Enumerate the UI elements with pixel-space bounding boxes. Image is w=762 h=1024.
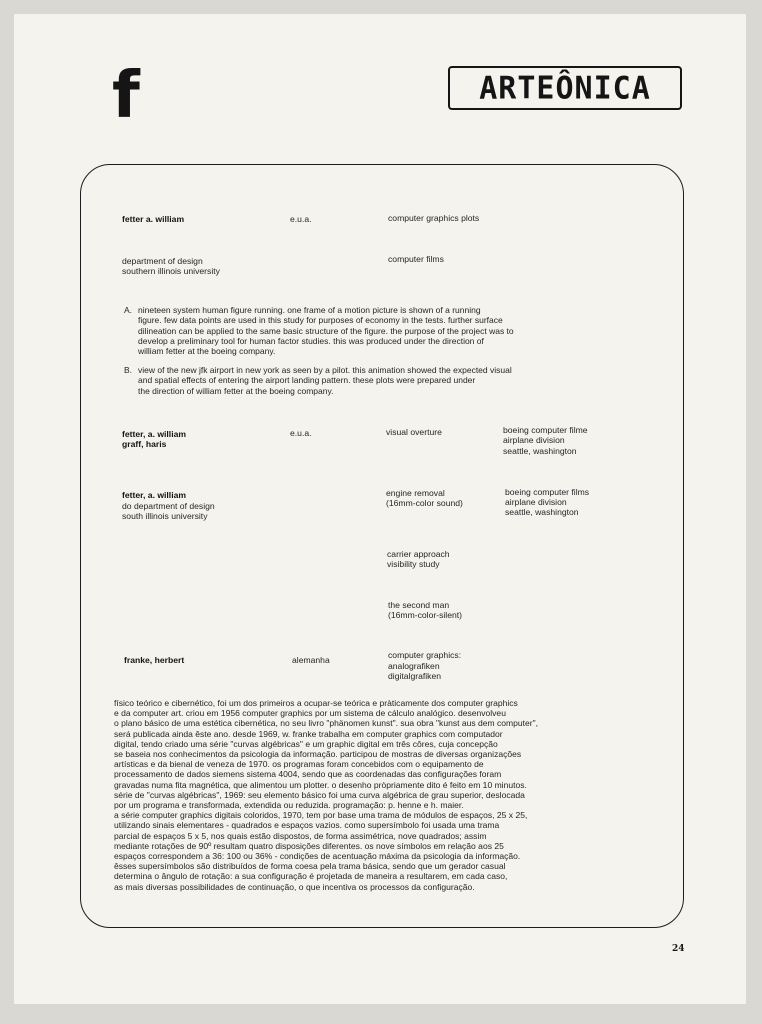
item-text [138,305,514,356]
entry4-work-line1: computer graphics: [388,650,462,660]
logo-text: ARTEÔNICA [479,69,651,107]
entry3-work2-detail: visibility study [387,559,440,569]
entry3-work2-title: carrier approach [387,549,450,559]
bio-line: o plano básico de uma estética cibernética, no seu livro "phänomen kunst". sua obra "kunst aus dem computer", [114,718,539,729]
entry1-affiliation-line1: department of design [122,256,203,266]
entry4-country: alemanha [292,655,330,665]
bio-line: determina o ângulo de rotação: a sua configuração é projetada de maneira a resultarem, em cada caso, [114,871,508,882]
entry3-producer-line3: seattle, washington [505,507,579,517]
text-line: develop a preliminary tool for human factor studies. this was produced under the direction of [138,335,484,346]
text-line: figure. few data points are used in this study for purposes of economy in the tests. further surface [138,315,503,326]
entry4-biography [114,698,538,892]
text-line: view of the new jfk airport in new york as seen by a pilot. this animation showed the expected visual [138,365,512,375]
entry3-affiliation-line2: south illinois university [122,511,208,521]
text-line: william fetter at the boeing company. [138,346,276,357]
bio-line: físico teórico e cibernético, foi um dos primeiros a ocupar-se teórica e pràticamente dos computer graphics [114,698,518,708]
entry3-work1-title: engine removal [386,488,445,498]
entry3-producer-line1: boeing computer films [505,487,590,497]
bio-line: processamento de dados siemens sistema 4004, sendo que as coordenadas das configurações foram [114,769,502,780]
text-line: the direction of william fetter at the boeing company. [138,385,334,396]
entry3-work3-title: the second man [388,600,450,610]
entry3-name: fetter, a. william [122,490,186,500]
item-label: A. [124,305,133,315]
entry4-work-line2: analografiken [388,661,440,671]
entry2-name2: graff, haris [122,439,167,449]
page-number: 24 [672,944,685,954]
entry4-name: franke, herbert [124,655,185,665]
entry4-work-line3: digitalgrafiken [388,671,442,681]
entry3-work1-detail: (16mm-color sound) [386,498,463,508]
bio-line: espaços correspondem a 36: 100 ou 36% - condições de acentuação máxima da psicologia da informação. [114,851,521,862]
bio-line: as mais diversas possibilidades de continuação, o que incentiva os processos da configuração. [114,881,475,892]
bio-line: por um programa e transformada, extendida ou reduzida. programação: p. henne e h. maier. [114,800,464,811]
entry2-producer-line1: boeing computer filme [503,425,588,435]
bio-line: será publicada ainda êste ano. desde 1969, w. franke trabalha em computer graphics com computador [114,728,503,739]
bio-line: êsses supersímbolos são distribuídos de forma coesa pela trama básica, sendo que um gerador casual [114,861,506,872]
bio-line: gravadas numa fita magnética, que alimentou um plotter. o desenho pròpriamente dito é feito em 10 minutos. [114,779,527,790]
entry2-work: visual overture [386,427,442,437]
entry1-work2: computer films [388,254,444,264]
entry3-work3-detail: (16mm-color-silent) [388,610,463,620]
entry2-producer-line2: airplane division [503,435,565,445]
entry3-affiliation-line1: do department of design [122,501,215,511]
text-line: nineteen system human figure running. one frame of a motion picture is shown of a running [138,305,481,315]
entry3-producer-line2: airplane division [505,497,567,507]
bio-line: parcial de espaços 5 x 5, nos quais estão dispostos, de forma assimétrica, nove quadrados; assim [114,830,487,841]
entry2-name1: fetter, a. william [122,429,186,439]
bio-line: se baseia nos conhecimentos da psicologia da informação. participou de mostras de diversas organizações [114,749,522,760]
arteonica-logo [448,66,682,110]
entry2-producer-line3: seattle, washington [503,446,577,456]
entry1-country: e.u.a. [290,214,312,224]
bio-line: série de "curvas algébricas", 1969: seu elemento básico foi uma curva algébrica de grau superior, deslocada [114,789,525,800]
item-text [138,365,512,396]
bio-line: e da computer art. criou em 1956 computer graphics por um sistema de cálculo analógico. desenvolveu [114,708,506,719]
text-line: and spatial effects of entering the airport landing pattern. these plots were prepared under [138,375,476,386]
bio-line: artísticas e da bienal de veneza de 1970. os programas foram concebidos com o equipamento de [114,759,484,770]
item-label: B. [124,365,133,375]
entry1-name: fetter a. william [122,214,185,224]
entry1-affiliation-line2: southern illinois university [122,266,220,276]
bio-line: mediante rotações de 90º resultam quatro disposições diferentes. os nove símbolos em relação aos 25 [114,840,504,851]
text-line: dilineation can be applied to the same basic structure of the figure. the purpose of the project was to [138,325,514,336]
bio-line: digital, tendo criado uma série "curvas algébricas" e um graphic digital em três côres, cuja concepção [114,738,498,749]
entry2-country: e.u.a. [290,428,312,438]
section-letter: f [112,59,140,133]
bio-line: utilizando sinais elementares - quadrados e espaços vazios. como supersímbolo foi usada uma trama [114,820,500,831]
bio-line: a série computer graphics digitais coloridos, 1970, tem por base uma trama de módulos de espaços, 25 x 25, [114,810,528,821]
entry1-work1: computer graphics plots [388,213,480,223]
